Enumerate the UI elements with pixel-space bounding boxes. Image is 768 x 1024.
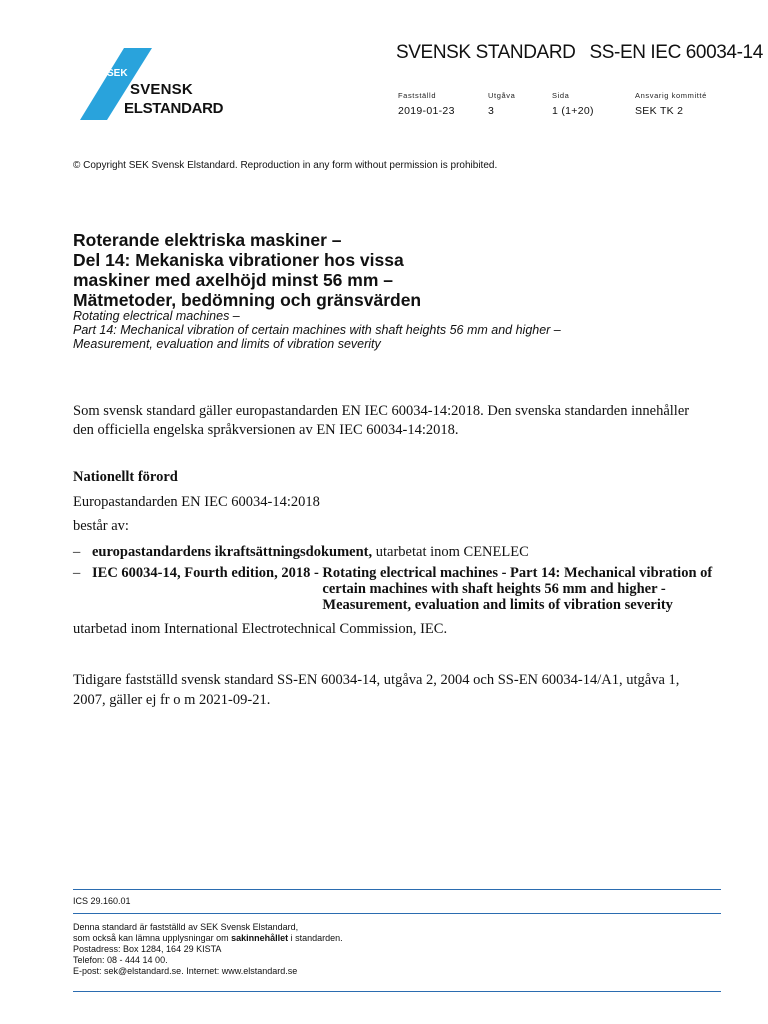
footer-line: Denna standard är fastställd av SEK Svensk Elstandard, [73,922,299,932]
title-sv-line: maskiner med axelhöjd minst 56 mm – [73,270,393,290]
title-en-line: Measurement, evaluation and limits of vibration severity [73,337,381,351]
foreword-heading: Nationellt förord [73,469,178,485]
previous-standard-paragraph: Tidigare fastställd svensk standard SS-EN 60034-14, utgåva 2, 2004 och SS-EN 60034-14/A1, utgåva 1, 2007, gäller ej fr o m 2021-09-21. [73,672,680,708]
footer-line2-pre: som också kan lämna upplysningar om [73,933,232,943]
foreword-line1: Europastandarden EN IEC 60034-14:2018 [73,494,320,510]
meta-value-sida: 1 (1+20) [552,105,594,117]
title-en-line: Rotating electrical machines – [73,309,240,323]
title-sv-line: Mätmetoder, bedömning och gränsvärden [73,290,422,310]
title-en-line: Part 14: Mechanical vibration of certain machines with shaft heights 56 mm and higher – [73,323,561,337]
meta-label-faststalld: Fastställd [398,91,437,100]
footer-info [73,922,343,977]
list-item [73,544,733,561]
meta-value-utgava: 3 [488,105,495,117]
divider-line [73,991,721,992]
meta-label-sida: Sida [552,91,570,100]
title-sv-line: Roterande elektriska maskiner – [73,230,342,250]
divider-line [73,913,721,914]
meta-label-utgava: Utgåva [488,91,516,100]
footer-line2-post: i standarden. [288,933,343,943]
utarbetad-paragraph: utarbetad inom International Electrotechnical Commission, IEC. [73,621,448,637]
standard-title [396,42,763,64]
footer-contact: E-post: sek@elstandard.se. Internet: www.elstandard.se [73,966,298,976]
title-english [73,309,673,351]
standard-number: SS-EN IEC 60034-14 [589,42,763,63]
ics-code: ICS 29.160.01 [73,896,131,906]
footer-line2-bold: sakinnehållet [231,933,289,943]
meta-value-committee: SEK TK 2 [635,105,684,117]
copyright-notice: © Copyright SEK Svensk Elstandard. Reproduction in any form without permission is prohibited. [73,160,498,171]
divider-line [73,889,721,890]
item1-rest: utarbetat inom CENELEC [372,544,529,560]
list-dash: – [73,544,81,560]
logo-line1: SVENSK [130,81,193,98]
item1-bold: europastandardens ikraftsättningsdokument, [92,544,373,560]
item2-description: Rotating electrical machines - Part 14: Mechanical vibration of certain machines with shaft heights 56 mm and higher - Measurement, evaluation and limits of vibration severity [322,565,713,613]
title-sv-line: Del 14: Mekaniska vibrationer hos vissa [73,250,404,270]
logo-line2: ELSTANDARD [124,100,224,117]
logo-abbr: SEK [107,68,128,79]
sek-logo [80,48,230,122]
list-item [73,565,733,613]
footer-line [73,933,343,944]
title-swedish [73,230,633,310]
item2-reference: IEC 60034-14, Fourth edition, 2018 - [92,565,319,581]
standard-title-left: SVENSK STANDARD [396,42,576,63]
footer-phone: Telefon: 08 - 444 14 00. [73,955,168,965]
meta-value-faststalld: 2019-01-23 [398,105,455,117]
intro-paragraph: Som svensk standard gäller europastandarden EN IEC 60034-14:2018. Den svenska standarden innehåller den officiella engelska språkversionen av EN IEC 60034-14:2018. [73,403,690,438]
footer-address: Postadress: Box 1284, 164 29 KISTA [73,944,222,954]
meta-label-committee: Ansvarig kommitté [635,91,707,100]
list-dash: – [73,565,81,581]
foreword-line2: består av: [73,518,129,534]
